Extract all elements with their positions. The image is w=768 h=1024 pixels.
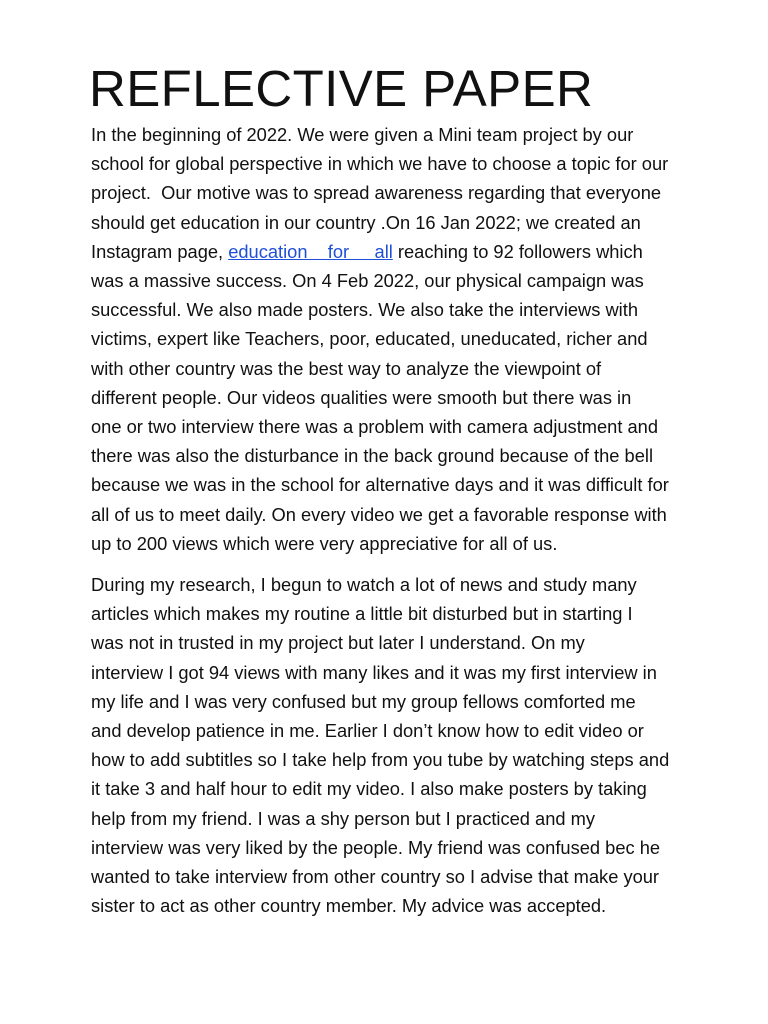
text-line: and develop patience in me. Earlier I don’t know how to edit video or	[91, 720, 644, 742]
text-line: school for global perspective in which we have to choose a topic for our	[91, 153, 669, 175]
text-line: was not in trusted in my project but later I understand. On my	[91, 632, 585, 654]
text-line: all of us to meet daily. On every video we get a favorable response with	[91, 503, 667, 525]
text-line: help from my friend. I was a shy person but I practiced and my	[91, 807, 595, 829]
text-line: was a massive success. On 4 Feb 2022, our physical campaign was	[91, 270, 644, 292]
text-line: project. Our motive was to spread awareness regarding that everyone	[91, 182, 662, 204]
text-line: different people. Our videos qualities were smooth but there was in	[91, 386, 632, 408]
text-line: one or two interview there was a problem with camera adjustment and	[91, 416, 658, 438]
text-line-with-link	[91, 237, 680, 266]
text-segment: Instagram page,	[91, 240, 229, 262]
text-line: In the beginning of 2022. We were given a Mini team project by our	[91, 124, 634, 145]
text-line: it take 3 and half hour to edit my video. I also make posters by taking	[91, 778, 647, 800]
text-line: sister to act as other country member. My advice was accepted.	[91, 895, 607, 917]
text-line: During my research, I begun to watch a lot of news and study many	[91, 574, 637, 596]
text-line: interview I got 94 views with many likes and it was my first interview in	[91, 661, 657, 683]
text-line: up to 200 views which were very appreciative for all of us.	[91, 532, 558, 554]
text-line: successful. We also made posters. We also take the interviews with	[91, 299, 638, 321]
text-line: wanted to take interview from other country so I advise that make your	[91, 866, 660, 888]
text-line: victims, expert like Teachers, poor, educated, uneducated, richer and	[91, 328, 648, 350]
text-line: should get education in our country .On 16 Jan 2022; we created an	[91, 211, 641, 233]
text-segment: reaching to 92 followers which	[392, 240, 643, 262]
text-line: interview was very liked by the people. My friend was confused bec he	[91, 836, 661, 858]
paragraph-1	[91, 120, 680, 558]
text-line: there was also the disturbance in the back ground because of the bell	[91, 445, 654, 467]
text-line: because we was in the school for alternative days and it was difficult for	[91, 474, 669, 496]
text-line: articles which makes my routine a little bit disturbed but in starting I	[91, 603, 633, 625]
text-line: with other country was the best way to analyze the viewpoint of	[91, 357, 602, 379]
text-line: how to add subtitles so I take help from you tube by watching steps and	[91, 749, 670, 771]
paragraph-2	[91, 570, 680, 920]
instagram-page-link[interactable]: education for all	[228, 240, 393, 262]
page-title: REFLECTIVE PAPER	[89, 60, 594, 117]
text-line: my life and I was very confused but my group fellows comforted me	[91, 690, 636, 712]
